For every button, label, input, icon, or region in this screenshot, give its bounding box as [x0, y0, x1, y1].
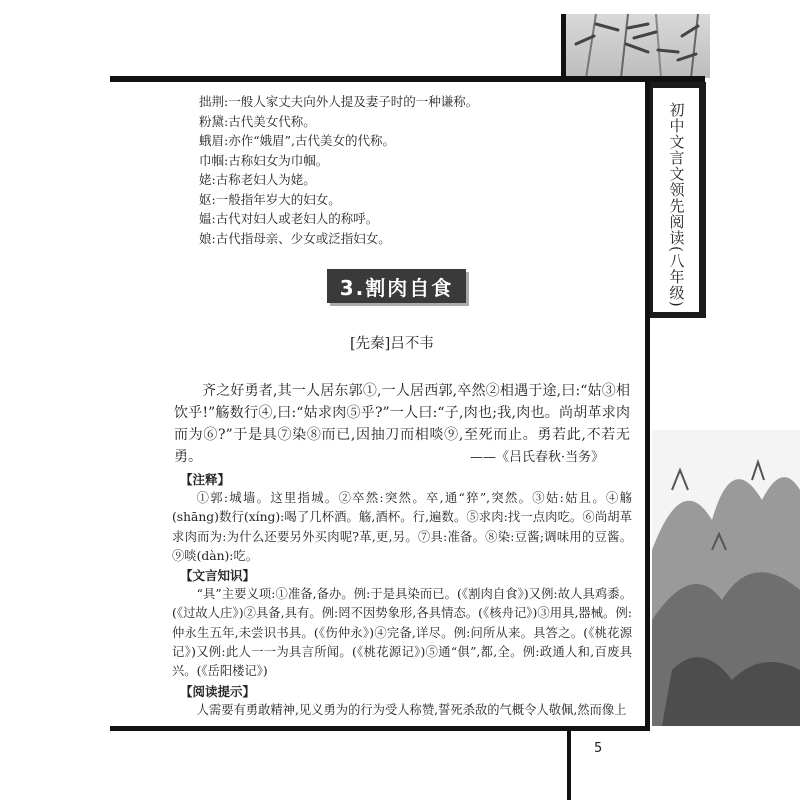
tips-block: [172, 701, 632, 720]
glossary-item: 姥:古称老妇人为姥。: [199, 172, 316, 187]
glossary-item: 蛾眉:亦作“娥眉”,古代美女的代称。: [199, 133, 395, 148]
glossary-list: [199, 92, 478, 248]
glossary-item: 妪:一般指年岁大的妇女。: [199, 191, 341, 207]
bamboo-painting: [566, 14, 710, 78]
notes-text: ①郭:城墙。这里指城。②卒然:突然。卒,通“猝”,突然。③姑:姑且。④觞(shāng)数行(xíng):喝了几杯酒。觞,酒杯。行,遍数。⑤求肉:找一点肉吃。⑥尚胡革求肉而为:为什么还要另外买肉呢?革,更,另。⑦具:准备。⑧染:豆酱;调味用的豆酱。⑨啖(dàn):吃。: [172, 491, 632, 563]
landscape-painting: [652, 430, 800, 726]
passage-text: 齐之好勇者,其一人居东郭①,一人居西郭,卒然②相遇于途,曰:“姑③相饮乎!”觞数行④,曰:“姑求肉⑤乎?”一人曰:“子,肉也;我,肉也。尚胡革求肉而为⑥?”于是具⑦染⑧而已,因抽刀而相啖⑨,至死而止。勇若此,不若无勇。: [174, 383, 630, 465]
source-citation: ——《吕氏春秋·当务》: [470, 450, 605, 465]
tips-text: 人需要有勇敢精神,见义勇为的行为受人称赞,誓死杀敌的气概令人敬佩,然而像上: [196, 703, 627, 717]
glossary-item: 媪:古代对妇人或老妇人的称呼。: [199, 211, 379, 226]
glossary-item: 娘:古代指母亲、少女或泛指妇女。: [199, 230, 391, 246]
frame-line: [567, 726, 571, 800]
knowledge-heading: 【文言知识】: [180, 568, 256, 583]
book-title: 初中文言文领先阅读(八年级): [667, 102, 686, 308]
glossary-item: 拙荆:一般人家丈夫向外人提及妻子时的一种谦称。: [199, 94, 479, 109]
tips-heading: 【阅读提示】: [180, 684, 256, 699]
notes-heading: 【注释】: [180, 472, 231, 487]
sidebar-panel: [653, 88, 699, 312]
notes-block: [172, 489, 632, 566]
knowledge-block: [172, 585, 632, 681]
knowledge-text: “具”主要义项:①准备,备办。例:于是具染而已。(《割肉自食》)又例:故人具鸡黍。(《过故人庄》)②具备,具有。例:罔不因势象形,各具情态。(《核舟记》)③用具,器械。例:仲永生五年,未尝识书具。(《伤仲永》)④完备,详尽。例:问所从来。具答之。(《桃花源记》)又例:此人一一为具言所闻。(《桃花源记》)⑤通“俱”,都,全。例:政通人和,百废具兴。(《岳阳楼记》): [172, 587, 632, 679]
glossary-item: 巾帼:古称妇女为巾帼。: [199, 152, 329, 168]
glossary-item: 粉黛:古代美女代称。: [199, 113, 316, 129]
page-number: 5: [594, 741, 603, 756]
author-line: [先秦]吕不韦: [350, 336, 434, 352]
chapter-title: 3.割肉自食: [327, 269, 466, 303]
frame-line: [561, 14, 566, 82]
frame-line: [110, 76, 705, 82]
